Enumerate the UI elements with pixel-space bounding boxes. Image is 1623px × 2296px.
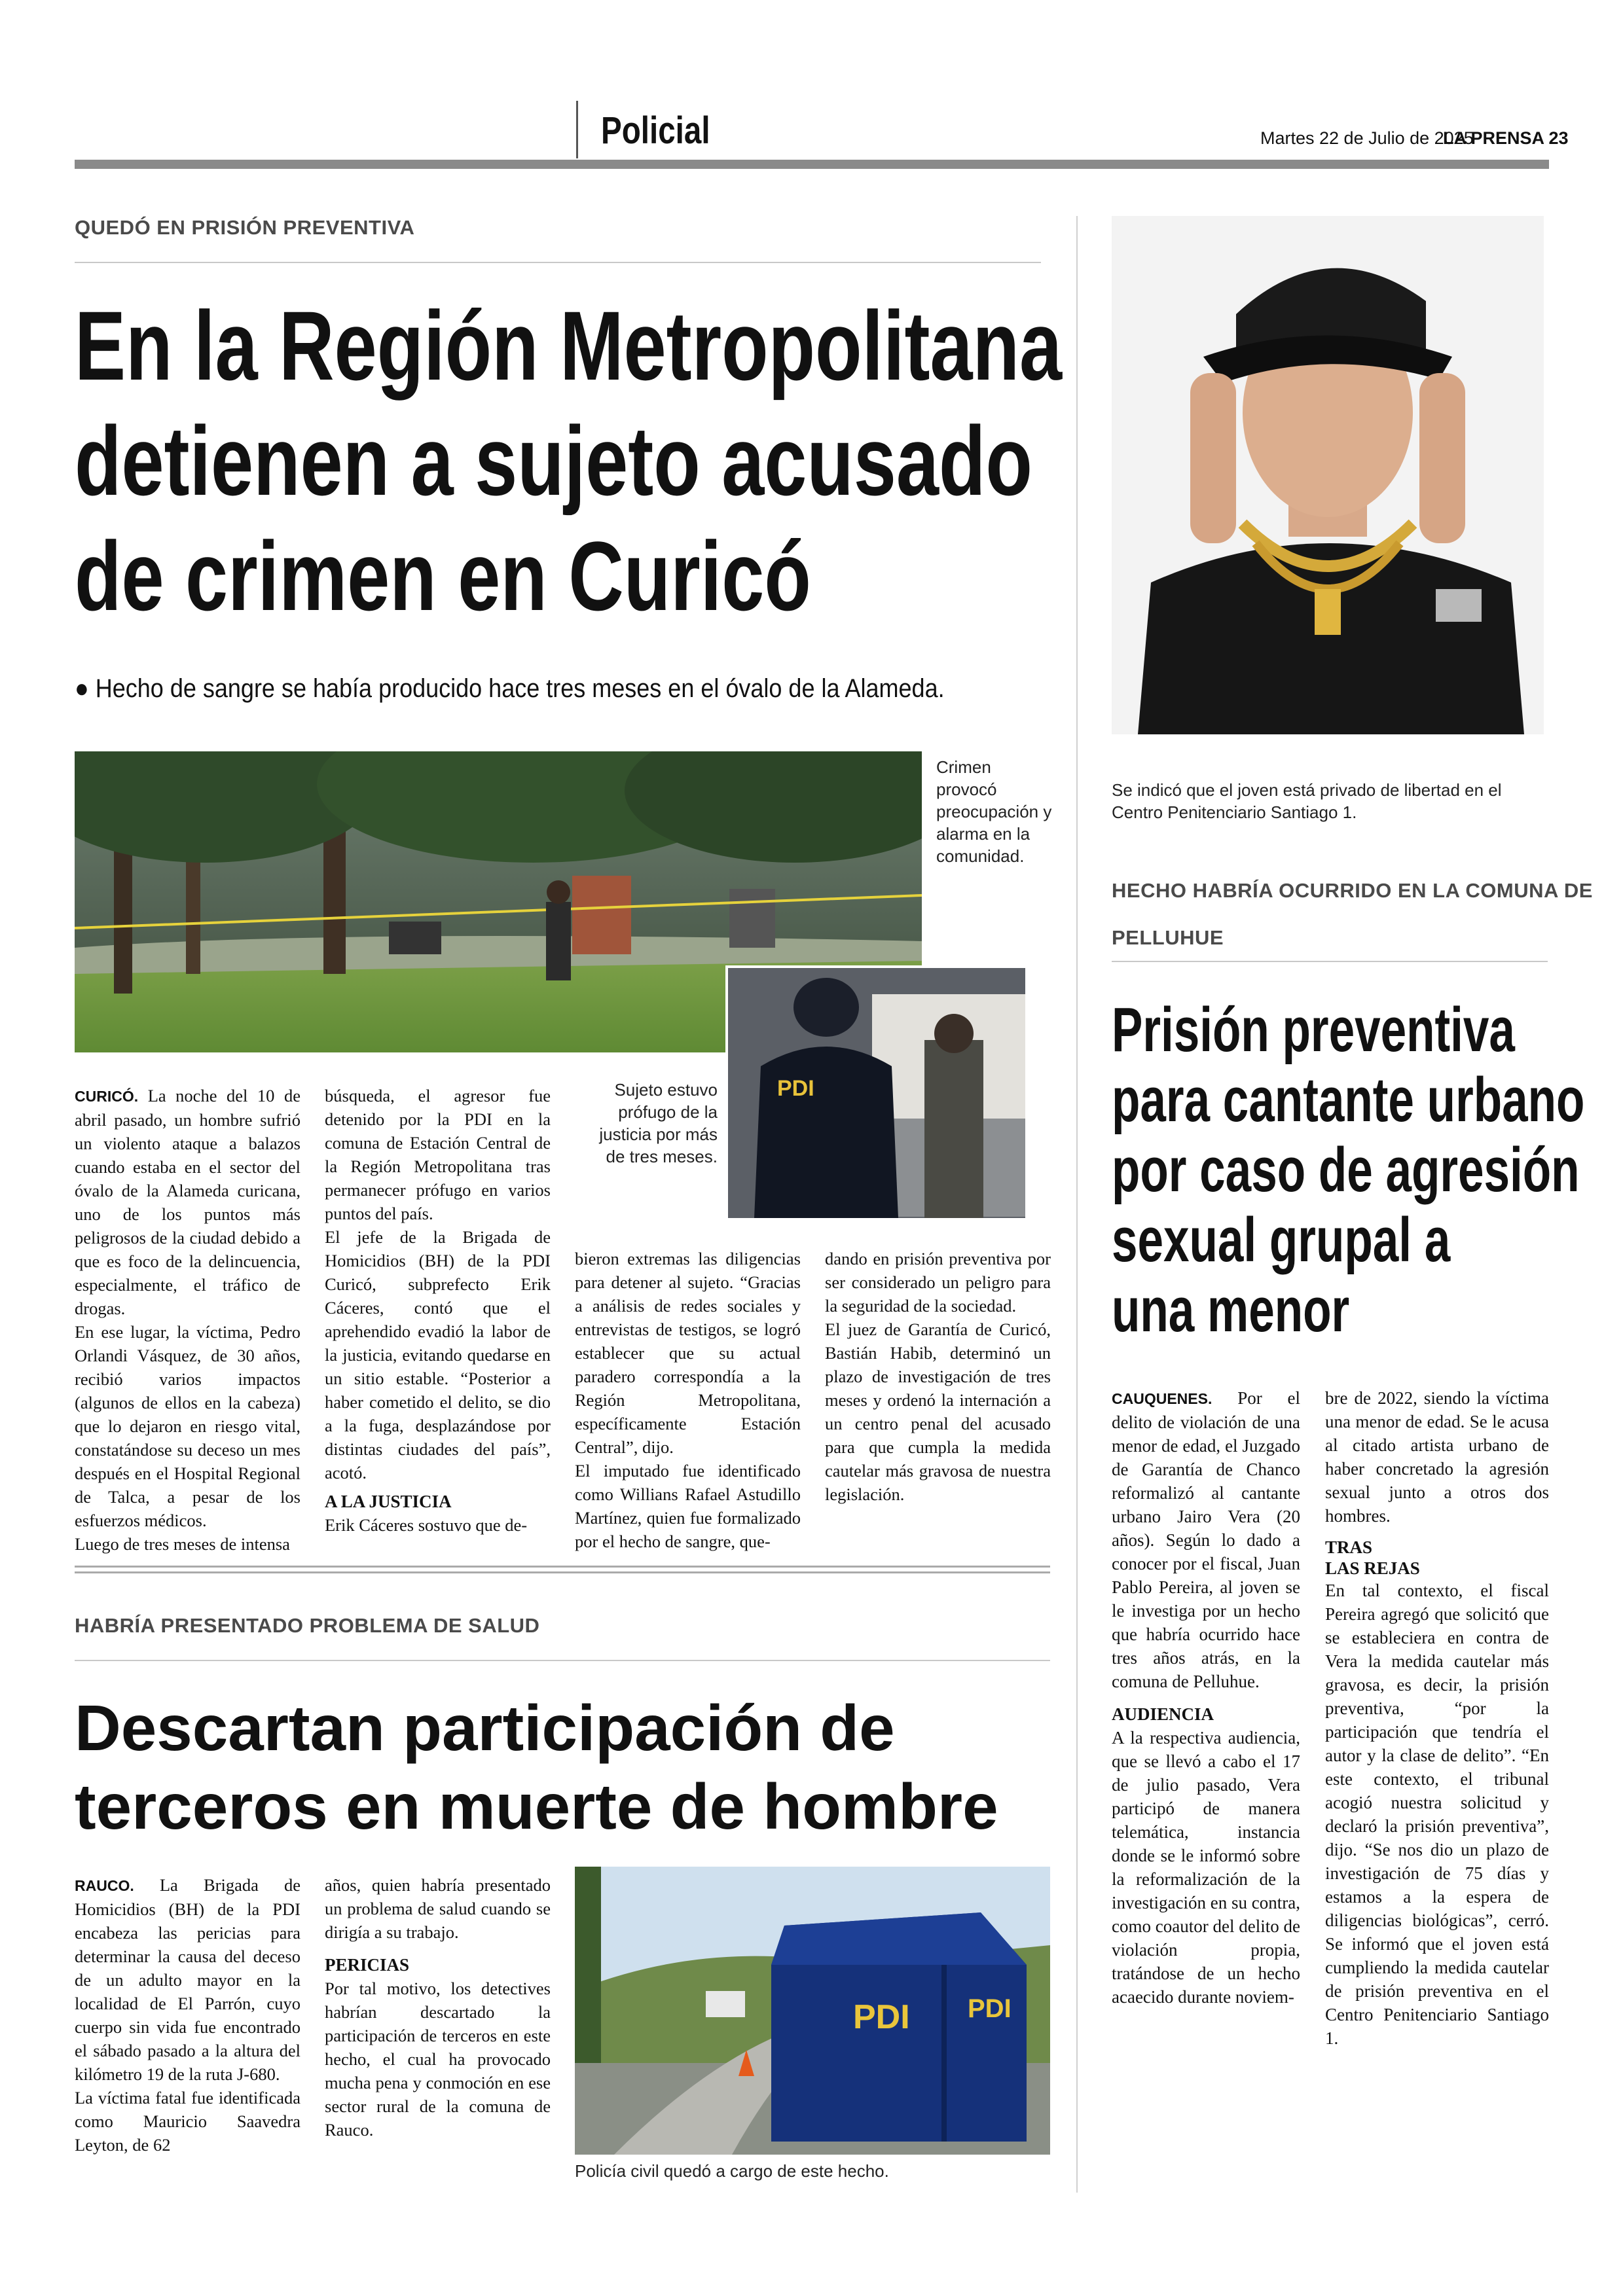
bullet-text: Hecho de sangre se había producido hace tres meses en el óvalo de la Alameda. bbox=[95, 674, 945, 703]
article1-column-1 bbox=[75, 1084, 301, 1556]
paragraph: búsqueda, el agresor fue detenido por la PDI en la comuna de Estación Central de la Región Metropolitana tras permanecer prófugo en varios puntos del país. bbox=[325, 1086, 551, 1223]
article3-column-2 bbox=[1325, 1386, 1549, 2050]
article1-column-2 bbox=[325, 1084, 551, 1537]
headline-line: una menor bbox=[1112, 1275, 1350, 1345]
article-separator bbox=[75, 1566, 1050, 1573]
headline-line: para cantante urbano bbox=[1112, 1065, 1585, 1135]
paragraph: Por el delito de violación de una menor de edad, el Juzgado de Garantía de Chanco reformalizó al cantante urbano Jairo Vera (20 años). Según lo dado a conocer por el fiscal, Juan Pablo Pereira, al joven se le investiga por un hecho que habría ocurrido hace tres años atrás, en la comuna de Pelluhue. bbox=[1112, 1388, 1301, 1691]
bullet-icon: ● bbox=[75, 674, 89, 703]
page-date: Martes 22 de Julio de 2025 bbox=[1260, 128, 1474, 148]
paragraph: años, quien habría presentado un problema de salud cuando se dirigía a su trabajo. bbox=[325, 1875, 551, 1942]
dateline: RAUCO. bbox=[75, 1877, 134, 1894]
subheading-line: TRAS bbox=[1325, 1537, 1373, 1557]
paragraph: En tal contexto, el fiscal Pereira agregó que solicitó que se estableciera en contra de Vera la medida cautelar más gravosa, es decir, la prisión preventiva, “por la participación que tendría el autor y la clase de delito”. “En este contexto, el tribunal acogió nuestra solicitud y declaró la prisión preventiva”, dijo. “Se nos dio un plazo de investigación de 75 días y estamos a la espera de diligencias biológicas”, cerró. Se informó que el joven está cumpliendo la medida cautelar de prisión preventiva en el Centro Penitenciario Santiago 1. bbox=[1325, 1581, 1549, 2048]
paragraph: Erik Cáceres sostuvo que de- bbox=[325, 1515, 528, 1535]
article2-photo-tent bbox=[575, 1867, 1050, 2155]
article3-photo-caption: Se indicó que el joven está privado de libertad en el Centro Penitenciario Santiago 1. bbox=[1112, 780, 1502, 822]
section-name: Policial bbox=[601, 109, 710, 152]
article2-kicker: HABRÍA PRESENTADO PROBLEMA DE SALUD bbox=[75, 1614, 540, 1637]
subheading-line: LAS REJAS bbox=[1325, 1558, 1420, 1578]
paragraph: Por tal motivo, los detectives habrían descartado la participación de terceros en este hecho, el cual ha provocado mucha pena y conmoción en ese sector rural de la comuna de Rauco. bbox=[325, 1979, 551, 2140]
subheading: AUDIENCIA bbox=[1112, 1704, 1214, 1724]
headline-line: sexual grupal a bbox=[1112, 1205, 1451, 1275]
headline-line: Prisión preventiva bbox=[1112, 995, 1515, 1065]
subheading bbox=[1325, 1537, 1549, 1579]
paragraph: La noche del 10 de abril pasado, un hombre sufrió un violento ataque a balazos cuando estaba en el sector del óvalo de la Alameda curicana, uno de los puntos más peligrosos de la ciudad debido a que es foco de la delincuencia, especialmente, el tráfico de drogas. bbox=[75, 1086, 301, 1318]
article1-photo2-caption: Sujeto estuvo prófugo de la justicia por más de tres meses. bbox=[599, 1080, 718, 1166]
paper-name: LA PRENSA 23 bbox=[1443, 128, 1569, 148]
headline-line: de crimen en Curicó bbox=[75, 521, 811, 631]
paragraph: dando en prisión preventiva por ser considerado un peligro para la seguridad de la sociedad. bbox=[825, 1249, 1051, 1316]
paragraph: El juez de Garantía de Curicó, Bastián Habib, determinó un plazo de investigación de tres meses y ordenó la internación a un centro penal del acusado para que cumpla la medida cautelar más gravosa de nuestra legislación. bbox=[825, 1319, 1051, 1504]
article2-photo-caption: Policía civil quedó a cargo de este hecho. bbox=[575, 2161, 889, 2181]
subheading: PERICIAS bbox=[325, 1955, 410, 1975]
headline-line: Descartan participación de bbox=[75, 1692, 895, 1764]
header-divider bbox=[576, 101, 578, 158]
paragraph: A la respectiva audiencia, que se llevó a cabo el 17 de julio pasado, Vera participó de manera telemática, instancia donde se le informó sobre la reformalización de la investigación en su contra, como coautor del delito de violación propia, tratándose de un hecho acaecido durante noviem- bbox=[1112, 1728, 1300, 2007]
pdi-badge: PDI bbox=[777, 1076, 814, 1101]
headline-line: por caso de agresión bbox=[1112, 1135, 1580, 1205]
article1-column-4 bbox=[825, 1247, 1051, 1506]
kicker-line: HECHO HABRÍA OCURRIDO EN LA COMUNA DE bbox=[1112, 879, 1593, 902]
article2-column-1 bbox=[75, 1873, 301, 2157]
paragraph: El imputado fue identificado como Willians Rafael Astudillo Martínez, quien fue formalizado por el hecho de sangre, que- bbox=[575, 1461, 801, 1551]
article3-kicker-rule bbox=[1112, 961, 1548, 962]
paragraph: Luego de tres meses de intensa bbox=[75, 1534, 290, 1554]
paragraph: El jefe de la Brigada de Homicidios (BH) de la PDI Curicó, subprefecto Erik Cáceres, contó que el aprehendido evadió la labor de la justicia, evitando quedarse en un sitio estable. “Posterior a haber cometido el delito, se dio a la fuga, desplazándose por distintas ciudades del país”, acotó. bbox=[325, 1227, 551, 1482]
column-divider bbox=[1076, 216, 1078, 2193]
paragraph: La víctima fatal fue identificada como Mauricio Saavedra Leyton, de 62 bbox=[75, 2088, 301, 2155]
headline-line: terceros en muerte de hombre bbox=[75, 1770, 998, 1842]
article3-photo-singer bbox=[1112, 216, 1544, 734]
tent-badge: PDI bbox=[968, 1994, 1012, 2023]
header-rule bbox=[75, 160, 1549, 169]
article3-column-1 bbox=[1112, 1386, 1300, 2009]
article1-photo1-caption: Crimen provocó preocupación y alarma en la comunidad. bbox=[936, 757, 1052, 866]
article2-column-2 bbox=[325, 1873, 551, 2142]
article3-kicker bbox=[1112, 867, 1593, 961]
paragraph: bre de 2022, siendo la víctima una menor de edad. Se le acusa al citado artista urbano de haber concretado la agresión sexual junto a otros dos hombres. bbox=[1325, 1388, 1549, 1526]
dateline: CURICÓ. bbox=[75, 1088, 139, 1105]
article2-kicker-rule bbox=[75, 1660, 1050, 1661]
paragraph: En ese lugar, la víctima, Pedro Orlandi Vásquez, de 30 años, recibió varios impactos (algunos de ellos en la cabeza) que lo dejaron en riesgo vital, constatándose su deceso un mes después en el Hospital Regional de Talca, a pesar de los esfuerzos médicos. bbox=[75, 1322, 301, 1530]
article2-headline bbox=[75, 1689, 998, 1846]
kicker-line: PELLUHUE bbox=[1112, 926, 1224, 949]
headline-line: detienen a sujeto acusado bbox=[75, 406, 1032, 516]
paragraph: bieron extremas las diligencias para detener al sujeto. “Gracias a análisis de redes sociales y entrevistas de testigos, se logró establecer que su actual paradero correspondía a la Región Metropolitana, específicamente Estación Central”, dijo. bbox=[575, 1249, 801, 1457]
article1-bullet bbox=[75, 674, 945, 704]
article1-kicker: QUEDÓ EN PRISIÓN PREVENTIVA bbox=[75, 216, 415, 239]
headline-line: En la Región Metropolitana bbox=[75, 291, 1063, 401]
paragraph: La Brigada de Homicidios (BH) de la PDI encabeza las pericias para determinar la causa del deceso de un adulto mayor en la localidad de El Parrón, cuyo cuerpo sin vida fue encontrado el sábado pasado a la altura del kilómetro 19 de la ruta J-680. bbox=[75, 1875, 301, 2084]
article1-kicker-rule bbox=[75, 262, 1041, 263]
dateline: CAUQUENES. bbox=[1112, 1390, 1213, 1407]
article1-column-3 bbox=[575, 1247, 801, 1553]
tent-badge: PDI bbox=[853, 1998, 910, 2036]
subheading: A LA JUSTICIA bbox=[325, 1492, 452, 1511]
article3-headline bbox=[1112, 995, 1623, 1345]
article1-photo-pdi bbox=[725, 965, 1028, 1221]
